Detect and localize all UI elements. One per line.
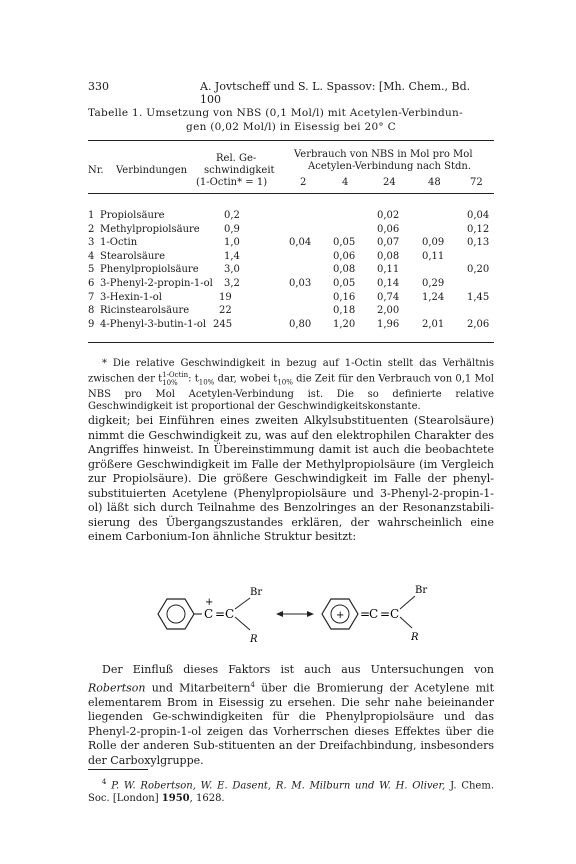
compound-name: Phenylpropiolsäure [100,264,199,276]
paragraph-2-text-b: und Mitarbeitern [145,681,251,695]
header-consumption-2: Acetylen-Verbindung nach Stdn. [308,161,472,172]
footnote-sub-2: 10% [198,378,215,386]
compound-name: Ricinstearolsäure [100,305,190,317]
reference-authors: P. W. Robertson, W. E. Dasent, R. M. Milburn und W. H. Oliver, [111,780,446,792]
value-72h: 0,04 [467,210,490,221]
header-consumption-1: Verbrauch von NBS in Mol pro Mol [294,149,473,160]
header-rel-2: schwindigkeit [204,165,275,176]
footnote-sub-3: 10% [277,378,293,386]
right-structure [322,585,427,643]
header-compounds: Verbindungen [116,165,188,176]
rel-speed: 3,2 [224,278,240,289]
footnote-text-2: : t [188,373,199,384]
benzene-ring-left [158,599,194,629]
page-number: 330 [88,80,109,93]
carbon-1-left: C [204,607,214,621]
row-number: 6 [88,278,95,289]
value-2h: 0,80 [289,318,312,330]
value-24h: 2,00 [377,305,400,317]
footnote-sup: 1-Octin [162,370,189,379]
footnote-text-3: dar, wobei t [214,373,278,384]
row-number: 9 [88,318,95,330]
header-hour-72: 72 [470,177,483,188]
value-4h: 1,20 [333,318,356,330]
double-bond-right: = [380,607,391,621]
resonance-scheme [150,574,450,650]
value-2h: 0,03 [289,278,312,289]
carbon-1-right: C [369,607,379,621]
table-caption [88,106,494,134]
reference-pages: , 1628. [189,793,225,805]
value-48h: 1,24 [422,291,445,303]
rel-speed: 0,2 [224,210,240,221]
paragraph-2-text-c: über die Bromierung der Acetylene mit elementarem Brom in Eisessig zu ersehen. Die sehr nahe beieinander liegenden Ge-schwindigkeiten für die Phenylpropiolsäure und das Phenyl-2-propin-1-ol zeigen das Vorherrschen dieses Effektes über die Rolle der anderen Sub-stituenten an der Dreifachbindung, insbesonders der Carboxylgruppe. [88,681,494,767]
row-number: 3 [88,237,95,249]
table-header-rule [88,193,494,194]
reference-4 [88,776,494,805]
value-24h: 0,08 [377,250,400,262]
table-bottom-rule [88,342,494,343]
reference-marker: 4 [250,680,255,689]
footnote-text-4: die Zeit für den Verbrauch von 0,1 Mol NBS pro Mol Acetylen-Verbindung ist. Die so definierte relative Geschwindigkeit ist proportional der Geschwindigkeitskonstante. [88,373,494,412]
table-footnote [88,358,494,414]
rel-speed: 3,0 [224,264,240,276]
value-72h: 2,06 [467,318,490,330]
value-4h: 0,18 [333,305,356,317]
value-4h: 0,16 [333,291,356,303]
header-hour-4: 4 [342,177,349,188]
value-4h: 0,08 [333,264,356,276]
plus-charge-left: + [205,597,214,608]
footnote-sub-1: 10% [162,378,178,387]
bromine-left: Br [250,587,263,598]
value-2h: 0,04 [289,237,312,249]
rel-speed: 0,9 [224,223,240,235]
row-number: 1 [88,210,95,221]
value-24h: 0,07 [377,237,400,249]
compound-name: 1-Octin [100,237,138,249]
header-rel-3: (1-Octin* = 1) [196,177,268,188]
row-number: 8 [88,305,95,317]
compound-name: Propiolsäure [100,210,165,221]
r-group-left: R [250,634,258,645]
reference-number: 4 [102,778,107,786]
compound-name: 3-Hexin-1-ol [100,291,162,303]
row-number: 5 [88,264,95,276]
value-48h: 0,09 [422,237,445,249]
reference-year: 1950 [161,793,190,805]
footnote-text-1: * Die relative Geschwindigkeit in bezug auf 1-Octin stellt das Verhältnis zwischen der t [88,358,494,384]
table-top-rule [88,140,494,141]
header-hour-2: 2 [300,177,307,188]
value-4h: 0,05 [333,278,356,289]
value-72h: 0,20 [467,264,490,276]
value-24h: 1,96 [377,318,400,330]
rel-speed: 1,4 [224,250,240,262]
plus-charge-right: + [336,610,345,621]
paragraph-1: digkeit; bei Einführen eines zweiten Alkylsubstituenten (Stearolsäure) nimmt die Geschwindigkeit zu, was auf den elektrophilen Charakter des Angriffes hinweist. In Übereinstimmung damit ist auch die beobachtete größere Geschwindigkeit im Falle der Methylpropiolsäure (im Vergleich zur Propiolsäure). Die größere Geschwindigkeit im Falle der phenyl-substituierten Acetylene (Phenylpropiolsäure und 3-Phenyl-2-propin-1-ol) läßt sich durch Teilnahme des Benzolringes an der Resonanzstabili-sierung des Übergangszustandes erklären, der wahrscheinlich eine einem Carbonium-Ion ähnliche Struktur besitzt: [88,414,494,543]
value-24h: 0,74 [377,291,400,303]
value-48h: 2,01 [422,318,445,330]
paragraph-2-text-a: Der Einfluß dieses Faktors ist auch aus Untersuchungen von [102,663,494,676]
compound-name: Methylpropiolsäure [100,223,200,235]
value-4h: 0,05 [333,237,356,249]
value-24h: 0,11 [377,264,400,276]
double-bond-left: = [215,607,226,621]
footnote-rule [88,769,148,770]
rel-speed: 22 [219,305,232,317]
header-hour-24: 24 [383,177,396,188]
row-number: 4 [88,250,95,262]
paragraph-2 [88,663,494,768]
value-4h: 0,06 [333,250,356,262]
value-72h: 0,13 [467,237,490,249]
caption-line-1: Tabelle 1. Umsetzung von NBS (0,1 Mol/l) mit Acetylen-Verbindun- [88,107,463,119]
value-72h: 0,12 [467,223,490,235]
value-48h: 0,29 [422,278,445,289]
rel-speed: 245 [213,318,233,330]
double-bond-ring: = [360,607,371,621]
value-24h: 0,06 [377,223,400,235]
row-number: 2 [88,223,95,235]
caption-line-2: gen (0,02 Mol/l) in Eisessig bei 20° C [186,121,396,133]
value-24h: 0,14 [377,278,400,289]
running-title: A. Jovtscheff und S. L. Spassov: [Mh. Chem., Bd. 100 [200,80,471,106]
compound-name: Stearolsäure [100,250,165,262]
rel-speed: 1,0 [224,237,240,249]
header-hour-48: 48 [428,177,441,188]
author-name: Robertson [88,681,146,695]
value-48h: 0,11 [422,250,445,262]
carbon-2-right: C [390,607,400,621]
row-number: 7 [88,291,95,303]
reference-journal: J. Chem. Soc. [London] [88,780,495,805]
compound-name: 3-Phenyl-2-propin-1-ol [100,278,213,289]
compound-name: 4-Phenyl-3-butin-1-ol [100,318,207,330]
aromatic-circle-left [167,605,185,623]
rel-speed: 19 [219,291,232,303]
r-group-right: R [411,632,419,643]
left-structure [158,587,262,645]
carbon-2-left: C [225,607,235,621]
resonance-arrow [276,611,314,617]
header-rel-1: Rel. Ge- [216,153,257,164]
value-72h: 1,45 [467,291,490,303]
value-24h: 0,02 [377,210,400,221]
bromine-right: Br [415,585,428,596]
header-nr: Nr. [88,165,104,176]
